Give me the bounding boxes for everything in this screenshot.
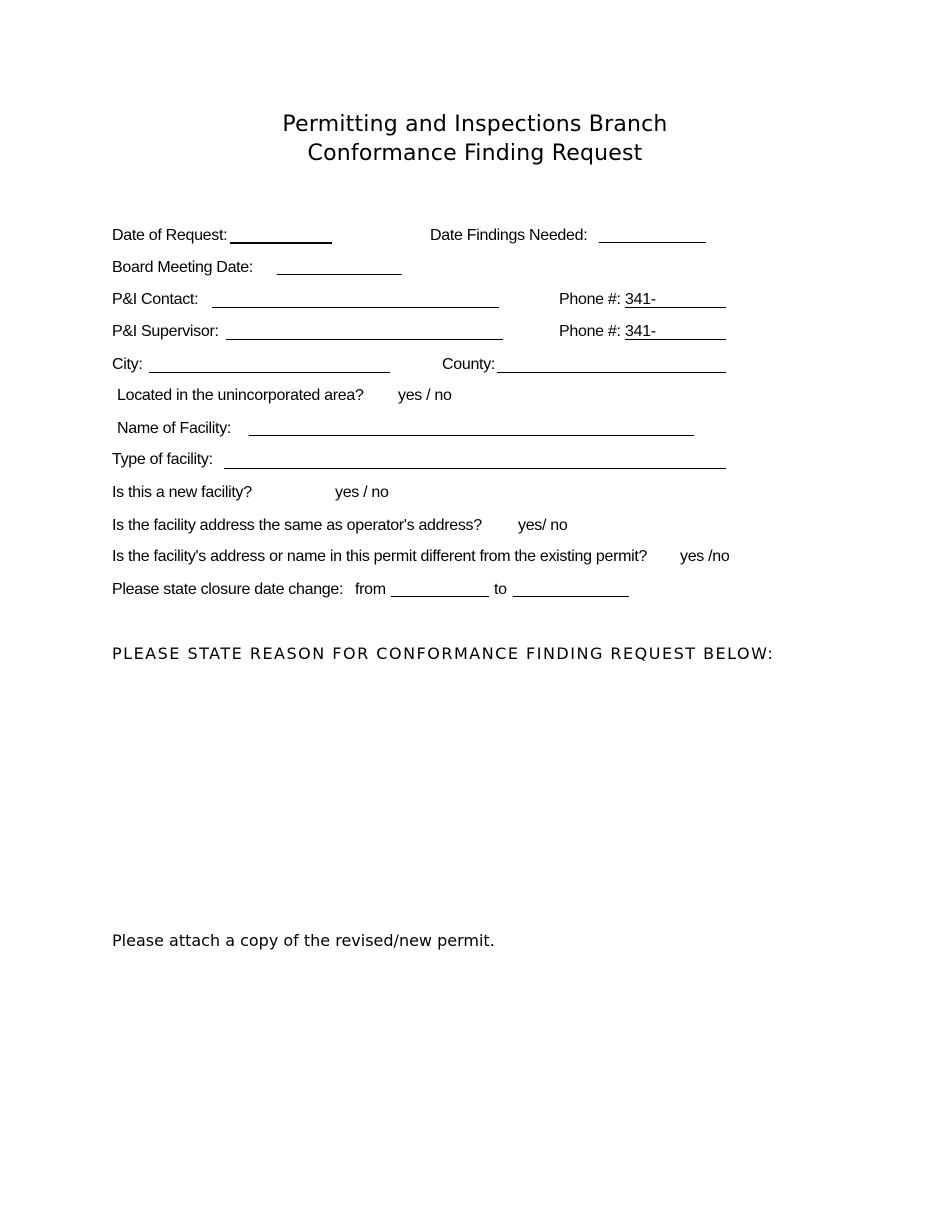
phone-field-supervisor[interactable] <box>625 339 726 340</box>
city-field[interactable] <box>149 372 390 373</box>
closure-to-field[interactable]: _____________ <box>513 581 629 598</box>
new-facility-question: Is this a new facility? <box>112 484 252 501</box>
reason-heading: PLEASE STATE REASON FOR CONFORMANCE FINDING REQUEST BELOW: <box>112 644 775 663</box>
phone-prefix-contact: 341- <box>625 291 656 308</box>
date-of-request-field[interactable] <box>230 242 332 244</box>
pi-contact-field[interactable] <box>212 307 499 308</box>
closure-date-label: Please state closure date change: <box>112 581 344 598</box>
different-permit-yes-no[interactable]: yes /no <box>680 548 730 565</box>
date-findings-needed-field[interactable]: ____________ <box>599 227 706 244</box>
facility-type-field[interactable] <box>224 468 726 469</box>
pi-contact-label: P&I Contact: <box>112 291 199 308</box>
different-permit-question: Is the facility's address or name in this permit different from the existing permit? <box>112 548 648 565</box>
phone-label-supervisor: Phone #: <box>559 323 621 340</box>
phone-label-contact: Phone #: <box>559 291 621 308</box>
reason-text-area[interactable] <box>112 675 772 915</box>
pi-supervisor-label: P&I Supervisor: <box>112 323 219 340</box>
attach-permit-note: Please attach a copy of the revised/new permit. <box>112 931 495 950</box>
page-title: Permitting and Inspections Branch <box>282 112 668 137</box>
new-facility-yes-no[interactable]: yes / no <box>335 484 389 501</box>
closure-from-field[interactable]: ___________ <box>391 581 489 598</box>
facility-type-label: Type of facility: <box>112 451 213 468</box>
facility-name-label: Name of Facility: <box>117 420 232 437</box>
pi-supervisor-field[interactable] <box>226 339 503 340</box>
board-meeting-date-field[interactable]: ______________ <box>277 259 402 276</box>
date-of-request-label: Date of Request: <box>112 227 228 244</box>
closure-to-label: to <box>494 581 507 598</box>
same-address-yes-no[interactable]: yes/ no <box>518 517 568 534</box>
unincorporated-yes-no[interactable]: yes / no <box>398 387 452 404</box>
same-address-question: Is the facility address the same as operator's address? <box>112 517 482 534</box>
city-label: City: <box>112 356 143 373</box>
phone-field-contact[interactable] <box>625 307 726 308</box>
unincorporated-question: Located in the unincorporated area? <box>117 387 364 404</box>
county-field[interactable] <box>497 372 726 373</box>
facility-name-field[interactable]: __________________________________________________ <box>249 420 694 437</box>
closure-from-label: from <box>355 581 386 598</box>
page-subtitle: Conformance Finding Request <box>307 141 643 166</box>
date-findings-needed-label: Date Findings Needed: <box>430 227 588 244</box>
board-meeting-date-label: Board Meeting Date: <box>112 259 254 276</box>
county-label: County: <box>442 356 496 373</box>
phone-prefix-supervisor: 341- <box>625 323 656 340</box>
